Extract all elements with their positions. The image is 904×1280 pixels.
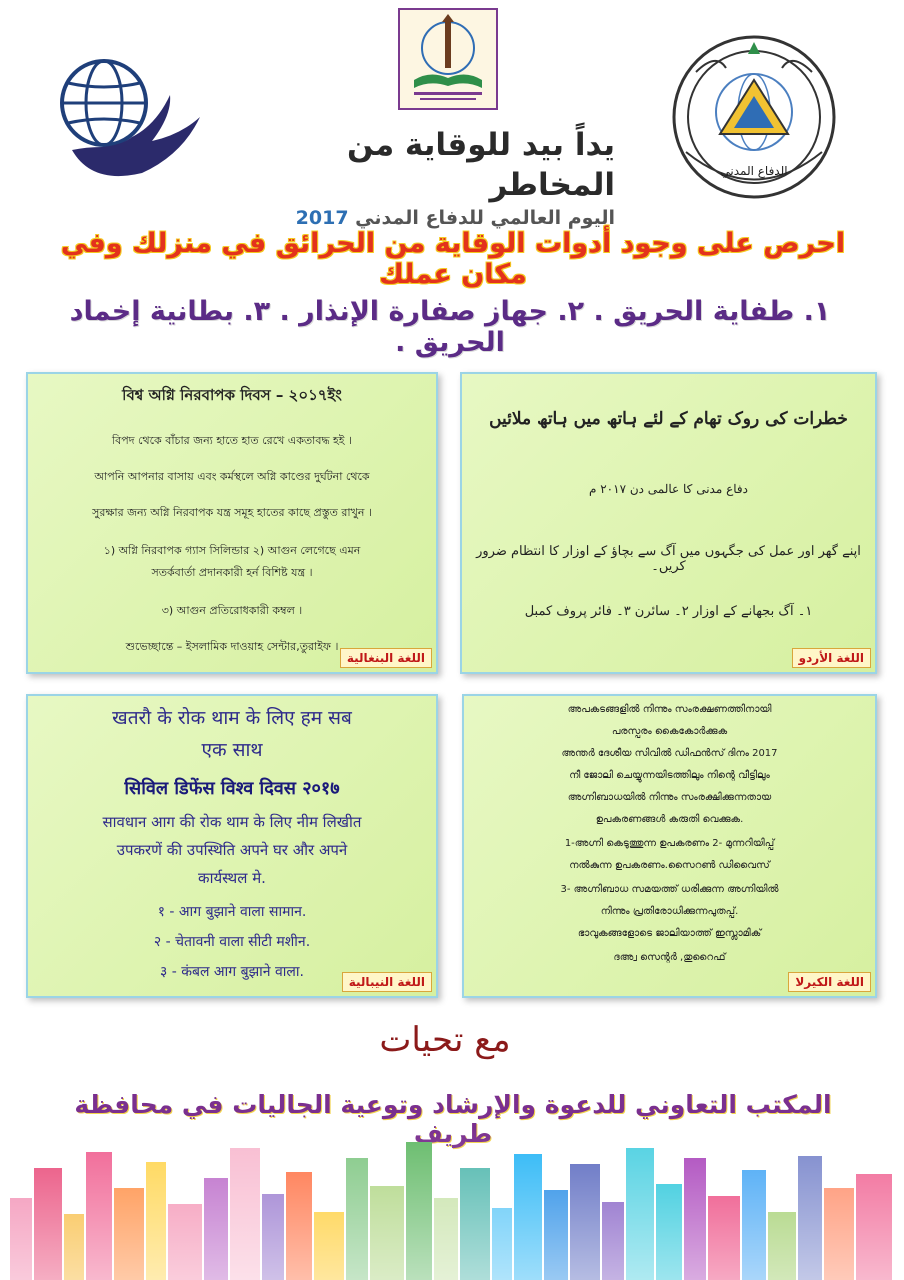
- hindi-line: सावधान आग की रोक थाम के लिए नीम लिखीत: [102, 813, 362, 831]
- hindi-box: [26, 694, 438, 998]
- civil-defense-logo: [656, 32, 852, 202]
- malayalam-line: നൽകുന്ന ഉപകരണം.സൈറൺ ഡിവൈസ്: [569, 860, 770, 871]
- urdu-title: خطرات کی روک تھام کے لئے ہاتھ میں ہاتھ ملائیں: [489, 409, 848, 429]
- hindi-subtitle: सिविल डिफेंस विश्व दिवस २०१७: [124, 778, 340, 799]
- malayalam-line: പരസ്പരം കൈകോർക്കുക: [611, 726, 728, 737]
- bengali-line: সুরক্ষার জন্য অগ্নি নিরবাপক যন্ত্র সমূহ হাতের কাছে প্রস্তুত রাখুন ।: [92, 506, 372, 519]
- bengali-tag: اللغة البنغالية: [340, 648, 432, 668]
- islamic-center-logo: [398, 8, 498, 110]
- malayalam-tag: اللغة الكيرلا: [788, 972, 871, 992]
- city-skyline-graphic: [0, 1128, 904, 1280]
- hindi-line: १ - आग बुझाने वाला सामान.: [157, 904, 307, 920]
- bengali-box: [26, 372, 438, 674]
- greeting: مع تحيات: [379, 1020, 511, 1060]
- slogan-year: 2017: [295, 207, 349, 229]
- hindi-title-line2: एक साथ: [201, 739, 263, 761]
- slogan-sub-text: اليوم العالمي للدفاع المدني: [355, 207, 615, 229]
- urdu-line: دفاع مدنی کا عالمی دن ۲۰۱۷ م: [588, 482, 748, 496]
- bengali-line: সতর্কবার্তা প্রদানকারী হর্ন বিশিষ্ট যন্ত্র ।: [151, 566, 313, 579]
- bengali-line: ১) অগ্নি নিরবাপক গ্যাস সিলিন্ডার ২) আগুন লেগেছে এমন: [103, 544, 361, 557]
- hindi-line: २ - चेतावनी वाला सीटी मशीन.: [153, 934, 311, 950]
- hindi-line: उपकरणें की उपस्थिति अपने घर और अपने: [116, 841, 348, 859]
- civil-defense-logo-text: الدفاع المدني: [720, 164, 788, 178]
- bengali-title: বিশ্ব অগ্নি নিরবাপক দিবস – ২০১৭ইং: [122, 386, 342, 404]
- headline: احرص على وجود أدوات الوقاية من الحرائق في منزلك وفي مكان عملك: [60, 228, 846, 290]
- malayalam-line: ഉപകരണങ്ങൾ കരുതി വെക്കുക.: [595, 814, 744, 825]
- malayalam-line: 3- അഗ്നിബാധ സമയത്ത് ധരിക്കുന്ന അഗ്നിയിൽ: [560, 884, 779, 895]
- tools-line: ١. طفاية الحريق . ٢. جهاز صفارة الإنذار . ٣. بطانية إخماد الحريق .: [69, 296, 831, 358]
- hindi-title-line1: खतरौ के रोक थाम के लिए हम सब: [112, 707, 352, 729]
- urdu-tag: اللغة الأردو: [792, 648, 871, 668]
- bengali-line: শুভেচ্ছান্তে – ইসলামিক দাওয়াহ সেন্টার,তুরাইফ ।: [125, 640, 339, 653]
- bengali-line: আপনি আপনার বাসায় এবং কর্মস্থলে অগ্নি কাণ্ডের দুর্ঘটনা থেকে: [94, 470, 370, 483]
- malayalam-line: നിന്നും പ്രതിരോധിക്കുന്നപുതപ്പ്.: [600, 906, 739, 917]
- hindi-line: कार्यस्थल मे.: [198, 869, 266, 887]
- bengali-line: বিপদ থেকে বাঁচার জন্য হাতে হাত রেখে একতাবদ্ধ হই ।: [112, 434, 352, 447]
- malayalam-box: [462, 694, 877, 998]
- slogan-main: يداً بيد للوقاية من المخاطر: [347, 127, 615, 203]
- urdu-box: [460, 372, 877, 674]
- urdu-line: ۱۔ آگ بجھانے کے اوزار ۲۔ سائرن ۳۔ فائر پروف کمبل: [524, 604, 813, 619]
- slogan-block: [230, 125, 615, 231]
- hand-globe-logo-icon: [52, 55, 202, 190]
- minaret-book-icon: [400, 10, 496, 108]
- hindi-line: ३ - कंबल आग बुझाने वाला.: [160, 964, 304, 980]
- malayalam-line: അഗ്നിബാധയിൽ നിന്നും സംരക്ഷിക്കുന്നതായ: [567, 792, 772, 803]
- malayalam-line: അപകടങ്ങളിൽ നിന്നും സംരക്ഷണത്തിനായി: [567, 704, 772, 715]
- malayalam-line: ഭാവുകങ്ങളോടെ ജാലിയാത്ത് ഇസ്ലാമിക്: [577, 928, 762, 939]
- hindi-tag: اللغة النيبالية: [342, 972, 432, 992]
- bengali-line: ৩) আগুন প্রতিরোধকারী কম্বল ।: [161, 604, 303, 617]
- office-name: المكتب التعاوني للدعوة والإرشاد وتوعية الجاليات في محافظة: [74, 1090, 832, 1119]
- malayalam-line: അന്തർ ദേശീയ സിവിൽ ഡിഫൻസ് ദിനം 2017: [561, 748, 778, 759]
- malayalam-line: ദഅ്വ സെന്റർ ,തുറൈഫ്: [613, 952, 726, 963]
- urdu-line: اپنے گھر اور عمل کی جگہوں میں آگ سے بچاؤ کے اوزار کا انتظام ضرور کریں۔: [476, 544, 861, 574]
- malayalam-line: നീ ജോലി ചെയ്യുന്നയിടത്തിലും നിന്റെ വീട്ടിലും: [569, 770, 770, 781]
- malayalam-line: 1-അഗ്നി കെടുത്തുന്ന ഉപകരണം 2- മുന്നറിയിപ്പ്: [564, 838, 775, 849]
